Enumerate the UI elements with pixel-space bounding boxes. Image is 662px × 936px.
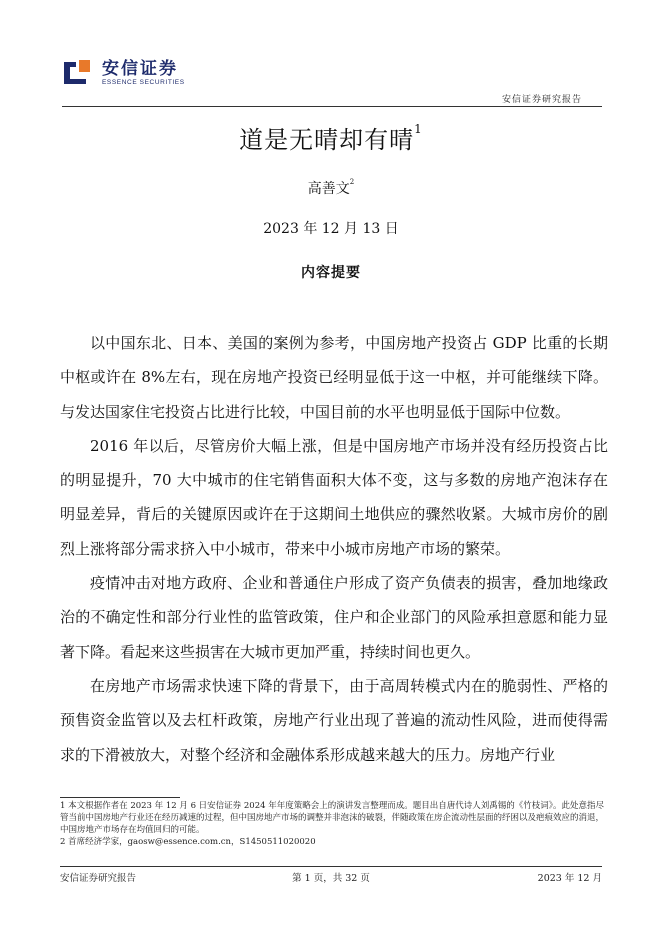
title-footnote-mark: 1 <box>414 122 423 136</box>
footnote-divider <box>60 797 180 798</box>
footnote: 1 本文根据作者在 2023 年 12 月 6 日安信证券 2024 年年度策略会上的演讲发言整理而成。题目出自唐代诗人刘禹锡的《竹枝词》。此处意指尽管当前中国房地产行业还在经历减速的过程，但中国房地产市场的调整并非泡沫的破裂，伴随政策在房企流动性层面的纾困以及疤痕效应的消退，中国房地产市场存在均值回归的可能。 <box>60 801 605 835</box>
footnotes <box>60 800 608 848</box>
author-line <box>0 178 662 198</box>
header-divider <box>62 106 602 107</box>
author-footnote-mark: 2 <box>349 178 355 186</box>
footnote: 2 首席经济学家，gaosw@essence.com.cn，S1450511020020 <box>60 837 316 847</box>
footer-date: 2023 年 12 月 <box>537 873 602 884</box>
essence-logo-mark-icon <box>62 58 96 88</box>
report-label: 安信证券研究报告 <box>501 95 582 105</box>
section-heading: 内容提要 <box>301 265 361 281</box>
logo-english-name: ESSENCE SECURITIES <box>102 79 185 86</box>
footer-divider <box>60 866 602 867</box>
footer-report-label: 安信证券研究报告 <box>60 873 137 884</box>
company-logo <box>62 58 185 88</box>
logo-chinese-name: 安信证券 <box>102 59 178 79</box>
publication-date: 2023 年 12 月 13 日 <box>263 221 399 237</box>
body-text <box>60 326 608 772</box>
document-title <box>0 120 662 155</box>
page-number: 第 1 页，共 32 页 <box>292 873 370 884</box>
title-text: 道是无晴却有晴 <box>239 126 415 154</box>
paragraph: 以中国东北、日本、美国的案例为参考，中国房地产投资占 GDP 比重的长期中枢或许在 8%左右，现在房地产投资已经明显低于这一中枢，并可能继续下降。与发达国家住宅投资占比进行比较，中国目前的水平也明显低于国际中位数。 <box>60 334 608 421</box>
author-name: 高善文 <box>307 181 350 197</box>
paragraph: 在房地产市场需求快速下降的背景下，由于高周转模式内在的脆弱性、严格的预售资金监管以及去杠杆政策，房地产行业出现了普遍的流动性风险，进而使得需求的下滑被放大，对整个经济和金融体系形成越来越大的压力。房地产行业 <box>60 676 608 764</box>
paragraph: 疫情冲击对地方政府、企业和普通住户形成了资产负债表的损害，叠加地缘政治的不确定性和部分行业性的监管政策，住户和企业部门的风险承担意愿和能力显著下降。看起来这些损害在大城市更加严重，持续时间也更久。 <box>60 574 608 661</box>
paragraph: 2016 年以后，尽管房价大幅上涨，但是中国房地产市场并没有经历投资占比的明显提升，70 大中城市的住宅销售面积大体不变，这与多数的房地产泡沫存在明显差异，背后的关键原因或许在于这期间土地供应的骤然收紧。大城市房价的剧烈上涨将部分需求挤入中小城市，带来中小城市房地产市场的繁荣。 <box>60 436 608 558</box>
